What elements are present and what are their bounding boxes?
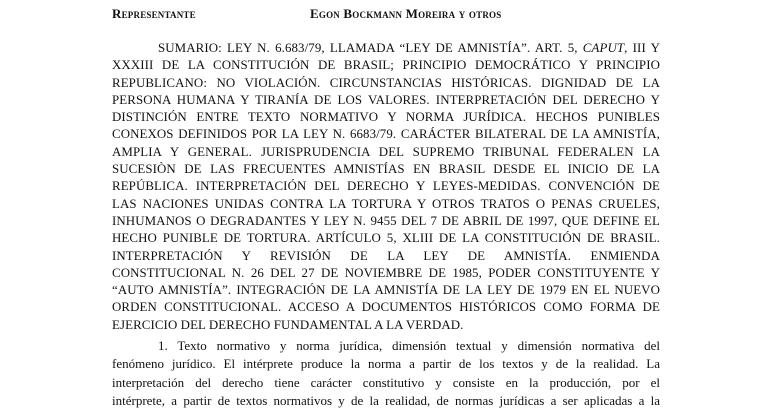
summary-line: DISTINCIÓN ENTRE TEXTO NORMATIVO Y NORMA JURÍDICA. HECHOS PUNIBLES bbox=[112, 110, 660, 125]
representative-label: Representante bbox=[112, 6, 196, 21]
summary-block bbox=[112, 40, 660, 334]
summary-line bbox=[112, 40, 660, 57]
summary-text: , III Y bbox=[624, 41, 660, 55]
summary-line: AMPLIA Y GENERAL. JURISPRUDENCIA DEL SUPREMO TRIBUNAL FEDERALEN LA bbox=[112, 144, 660, 159]
body-line: interpretación del derecho tiene carácter constitutivo y consiste en la producción, por el bbox=[112, 374, 660, 390]
representative-value: Egon Bockmann Moreira y otros bbox=[310, 6, 502, 21]
summary-line: LAS NACIONES UNIDAS CONTRA LA TORTURA Y OTROS TRATOS O PENAS CRUELES, bbox=[112, 196, 660, 211]
summary-line: PERSONA HUMANA Y TIRANÍA DE LOS VALORES. INTERPRETACIÓN DEL DERECHO Y bbox=[112, 92, 660, 107]
summary-line: REPUBLICANO: NO VIOLACIÓN. CIRCUNSTANCIAS HISTÓRICAS. DIGNIDAD DE LA bbox=[112, 75, 660, 90]
summary-line: EJERCICIO DEL DERECHO FUNDAMENTAL A LA VERDAD. bbox=[112, 317, 464, 332]
summary-line: XXXIII DE LA CONSTITUCIÓN DE BRASIL; PRINCIPIO DEMOCRÁTICO Y PRINCIPIO bbox=[112, 58, 660, 73]
summary-line: CONSTITUCIONAL N. 26 DEL 27 DE NOVIEMBRE DE 1985, PODER CONSTITUYENTE Y bbox=[112, 265, 660, 280]
summary-line: SUCESIÒN DE LAS FRECUENTES AMNISTÍAS EN BRASIL DESDE EL INICIO DE LA bbox=[112, 162, 660, 177]
summary-line: HECHO PUNIBLE DE TORTURA. ARTÍCULO 5, XLIII DE LA CONSTITUCIÓN DE BRASIL. bbox=[112, 231, 660, 246]
summary-line: INTERPRETACIÓN Y REVISIÓN DE LA LEY DE AMNISTÍA. ENMIENDA bbox=[112, 248, 660, 263]
body-paragraph bbox=[112, 337, 660, 410]
body-line: 1. Texto normativo y norma jurídica, dimensión textual y dimensión normativa del bbox=[158, 338, 660, 353]
summary-line: INHUMANOS O DEGRADANTES Y LEY N. 9455 DEL 7 DE ABRIL DE 1997, QUE DEFINE EL bbox=[112, 213, 660, 228]
summary-italic-term: CAPUT bbox=[582, 41, 625, 55]
body-line: intérprete, a partir de textos normativos y de la realidad, de normas jurídicas a ser aplicadas a la bbox=[112, 392, 660, 408]
summary-line: CONEXOS DEFINIDOS POR LA LEY N. 6683/79. CARÁCTER BILATERAL DE LA AMNISTÍA, bbox=[112, 127, 660, 142]
summary-line: ORDEN CONSTITUCIONAL. ACCESO A DOCUMENTOS HISTÓRICOS COMO FORMA DE bbox=[112, 300, 660, 315]
summary-line: REPÚBLICA. INTERPRETACIÓN DEL DERECHO Y LEYES-MEDIDAS. CONVENCIÓN DE bbox=[112, 179, 660, 194]
summary-text: SUMARIO: LEY N. 6.683/79, LLAMADA “LEY DE AMNISTÍA”. ART. 5, bbox=[158, 41, 583, 55]
body-line: fenómeno jurídico. El intérprete produce la norma a partir de los textos y de la realidad. La bbox=[112, 356, 660, 372]
summary-line: “AUTO AMNISTÍA”. INTEGRACIÓN DE LA AMNISTÍA DE LA LEY DE 1979 EN EL NUEVO bbox=[112, 283, 660, 298]
